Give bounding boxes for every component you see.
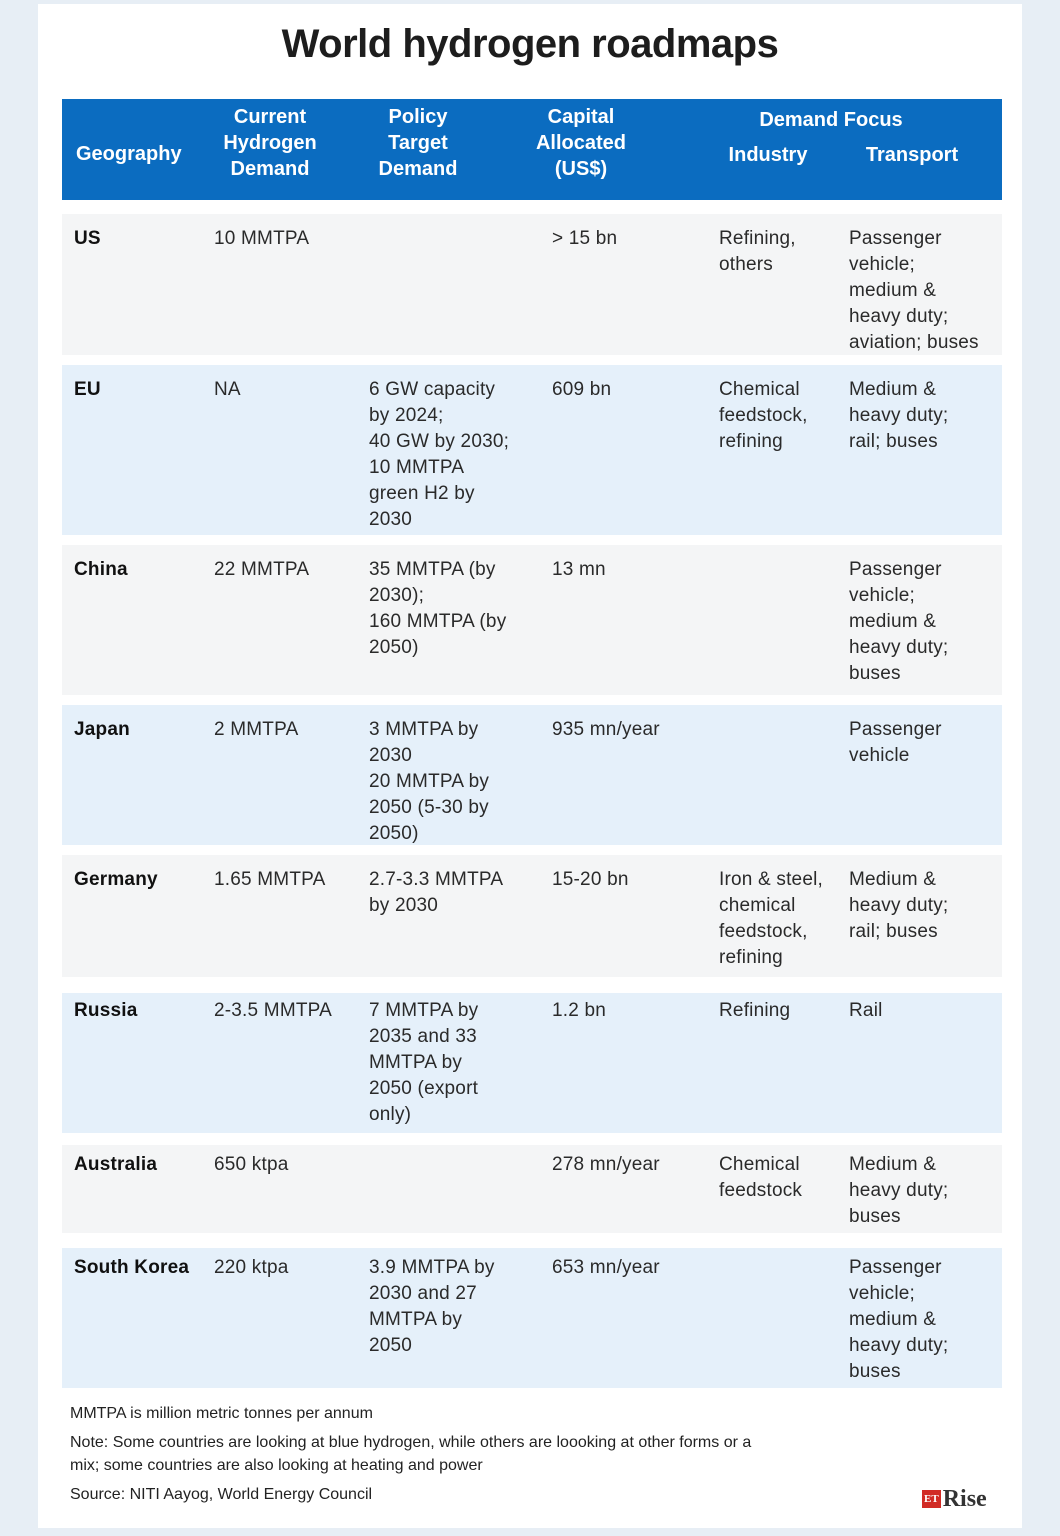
table-row-eu [62,365,1002,535]
cell-policy-target: 3.9 MMTPA by 2030 and 27 MMTPA by 2050 [369,1257,495,1356]
cell-capital: 609 bn [552,379,612,400]
cell-geography: EU [74,379,101,400]
header-policy-target: Policy Target Demand [378,106,458,180]
header-geography: Geography [76,143,182,165]
cell-industry: Refining, others [719,228,796,275]
cell-transport: Passenger vehicle [849,719,942,766]
footnote-source: Source: NITI Aayog, World Energy Council [70,1486,373,1503]
header-capital-allocated: Capital Allocated (US$) [535,106,627,180]
cell-transport: Medium & heavy duty; rail; buses [849,379,949,452]
cell-current-demand: 1.65 MMTPA [214,869,326,890]
table-row-china [62,545,1002,695]
cell-industry: Refining [719,1000,791,1021]
header-industry: Industry [728,144,808,166]
et-rise-logo [922,1486,987,1512]
cell-geography: Japan [74,719,130,740]
cell-geography: Russia [74,1000,138,1021]
header-transport: Transport [865,144,959,166]
cell-current-demand: 10 MMTPA [214,228,310,249]
table-row-australia [62,1145,1002,1233]
cell-current-demand: 220 ktpa [214,1257,289,1278]
page-title: World hydrogen roadmaps [281,22,779,66]
cell-industry: Chemical feedstock, refining [719,379,808,452]
cell-transport: Passenger vehicle; medium & heavy duty; buses [849,559,949,684]
cell-transport: Rail [849,1000,883,1021]
cell-capital: 935 mn/year [552,719,660,740]
table-row-japan [62,705,1002,845]
cell-capital: 13 mn [552,559,606,580]
cell-geography: China [74,559,128,580]
cell-policy-target: 7 MMTPA by 2035 and 33 MMTPA by 2050 (export only) [369,1000,479,1125]
footnote-definition: MMTPA is million metric tonnes per annum [70,1405,373,1422]
header-demand-focus: Demand Focus [759,109,903,131]
logo-et-mark: ET [922,1490,941,1508]
cell-industry: Iron & steel, chemical feedstock, refining [719,869,823,968]
table-row-germany [62,855,1002,977]
cell-geography: US [74,228,101,249]
cell-policy-target: 35 MMTPA (by 2030); 160 MMTPA (by 2050) [369,559,507,658]
cell-capital: 653 mn/year [552,1257,660,1278]
cell-policy-target: 3 MMTPA by 2030 20 MMTPA by 2050 (5-30 by 2050) [369,719,490,844]
cell-geography: Australia [74,1154,158,1175]
cell-current-demand: 2 MMTPA [214,719,299,740]
cell-policy-target: 2.7-3.3 MMTPA by 2030 [369,869,504,916]
cell-industry: Chemical feedstock [719,1154,803,1201]
cell-policy-target: 6 GW capacity by 2024; 40 GW by 2030; 10 MMTPA green H2 by 2030 [369,379,510,530]
cell-capital: 278 mn/year [552,1154,660,1175]
cell-current-demand: 22 MMTPA [214,559,310,580]
cell-transport: Passenger vehicle; medium & heavy duty; aviation; buses [849,228,979,353]
logo-rise-text: Rise [942,1485,987,1512]
cell-geography: South Korea [74,1257,190,1278]
cell-current-demand: 2-3.5 MMTPA [214,1000,332,1021]
cell-capital: > 15 bn [552,228,618,249]
footnote-note: Note: Some countries are looking at blue hydrogen, while others are loooking at other forms or a mix; some countries are also looking at heating and power [70,1434,752,1474]
header-current-demand: Current Hydrogen Demand [223,106,317,180]
cell-current-demand: NA [214,379,241,400]
cell-transport: Medium & heavy duty; buses [849,1154,949,1227]
cell-transport: Medium & heavy duty; rail; buses [849,869,949,942]
cell-capital: 15-20 bn [552,869,629,890]
cell-transport: Passenger vehicle; medium & heavy duty; buses [849,1257,949,1382]
cell-capital: 1.2 bn [552,1000,607,1021]
table-row-russia [62,993,1002,1133]
cell-geography: Germany [74,869,158,890]
cell-current-demand: 650 ktpa [214,1154,289,1175]
table-row-south-korea [62,1248,1002,1388]
table-row-us [62,214,1002,355]
table-header [62,99,1002,200]
